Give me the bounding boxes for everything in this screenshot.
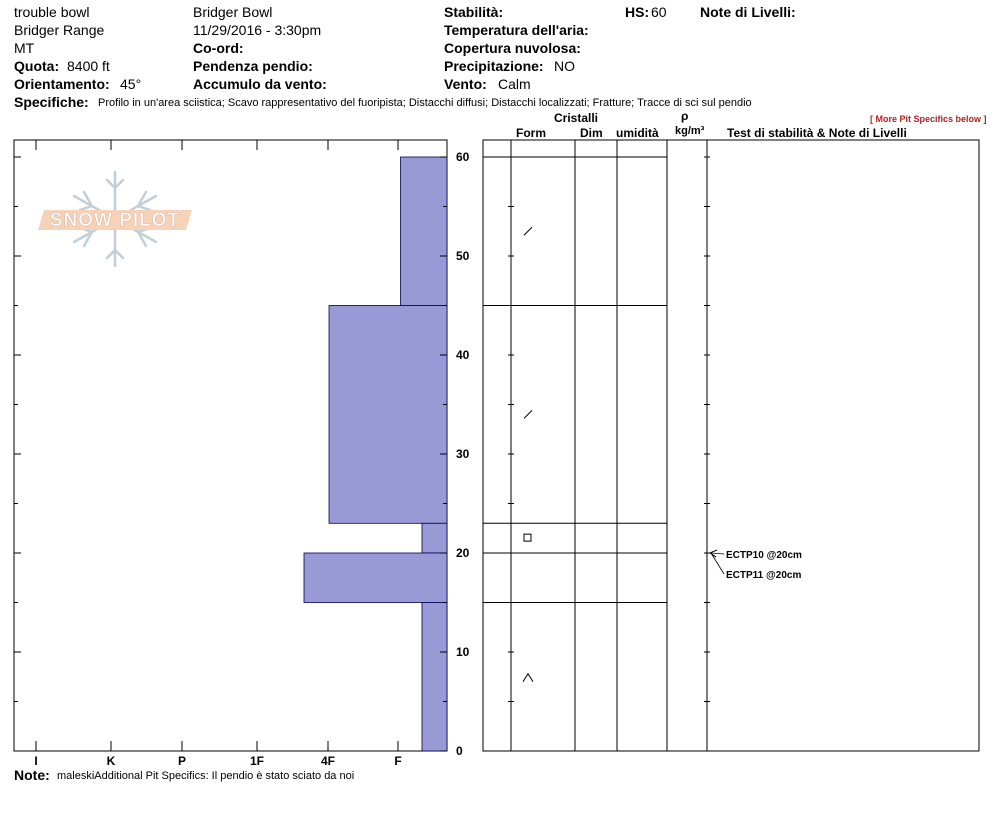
range: Bridger Range	[14, 22, 105, 38]
density-unit-header: kg/m³	[675, 125, 705, 137]
logo-text: SNOW PILOT	[49, 210, 181, 231]
test-pointer-1	[711, 553, 724, 574]
specifics-label: Specifiche:	[14, 94, 89, 110]
hardness-label-K: K	[106, 754, 116, 768]
hardness-label-1F: 1F	[249, 754, 265, 768]
test-pointer-0	[711, 553, 724, 554]
coord-label: Co-ord:	[193, 40, 244, 56]
layers-table-frame	[483, 140, 979, 751]
hardness-bar-4	[422, 603, 447, 752]
aspect-value: 45°	[120, 76, 142, 92]
state: MT	[14, 40, 35, 56]
datetime: 11/29/2016 - 3:30pm	[193, 22, 322, 38]
depth-label-30: 30	[456, 447, 470, 461]
air-temp-label: Temperatura dell'aria:	[444, 22, 589, 38]
precip-label: Precipitazione:	[444, 58, 544, 74]
grain-form-0	[524, 227, 532, 235]
hardness-bar-0	[401, 157, 447, 306]
size-header: Dim	[580, 126, 603, 140]
aspect-label: Orientamento:	[14, 76, 110, 92]
sky-label: Copertura nuvolosa:	[444, 40, 581, 56]
slope-label: Pendenza pendio:	[193, 58, 313, 74]
hardness-label-4F: 4F	[320, 754, 336, 768]
hardness-bar-2	[422, 523, 447, 553]
depth-label-40: 40	[456, 348, 470, 362]
depth-label-60: 60	[456, 150, 470, 164]
area: Bridger Bowl	[193, 4, 273, 20]
stability-label: Stabilità:	[444, 4, 504, 20]
hardness-label-I: I	[34, 754, 38, 768]
layer-notes-label: Note di Livelli:	[700, 4, 796, 20]
precip-value: NO	[554, 58, 575, 74]
grain-form-2	[524, 534, 531, 541]
hardness-label-P: P	[177, 754, 187, 768]
elevation-value: 8400 ft	[67, 58, 110, 74]
grain-form-1	[524, 410, 532, 418]
depth-label-20: 20	[456, 546, 470, 560]
tests-header: Test di stabilità & Note di Livelli	[727, 126, 907, 140]
note-value: maleskiAdditional Pit Specifics: Il pendio è stato sciato da noi	[57, 770, 355, 782]
test-label-0: ECTP10 @20cm	[726, 550, 802, 561]
test-label-1: ECTP11 @20cm	[726, 570, 802, 581]
wind-loading-label: Accumulo da vento:	[193, 76, 327, 92]
specifics-value: Profilo in un'area sciistica; Scavo rappresentativo del fuoripista; Distacchi diffusi; Distacchi localizzati; Fratture; Tracce di sci sul pendio	[98, 97, 752, 109]
hardness-bar-1	[329, 306, 447, 524]
more-specifics-link[interactable]: [ More Pit Specifics below ]	[870, 114, 987, 124]
note-label: Note:	[14, 767, 50, 783]
hs-value: 60	[651, 4, 667, 20]
location: trouble bowl	[14, 4, 90, 20]
moisture-header: umidità	[616, 126, 659, 140]
depth-label-0: 0	[456, 744, 463, 758]
hs-label: HS:	[625, 4, 650, 20]
hardness-label-F: F	[394, 754, 402, 768]
hardness-bar-3	[304, 553, 447, 603]
wind-label: Vento:	[444, 76, 487, 92]
snowpilot-logo	[38, 172, 192, 266]
crystals-header: Cristalli	[554, 111, 599, 125]
rho-header: ρ	[681, 109, 689, 123]
grain-form-3	[523, 674, 533, 682]
depth-label-50: 50	[456, 249, 470, 263]
depth-label-10: 10	[456, 645, 470, 659]
wind-value: Calm	[498, 76, 531, 92]
form-header: Form	[516, 126, 546, 140]
elevation-label: Quota:	[14, 58, 60, 74]
